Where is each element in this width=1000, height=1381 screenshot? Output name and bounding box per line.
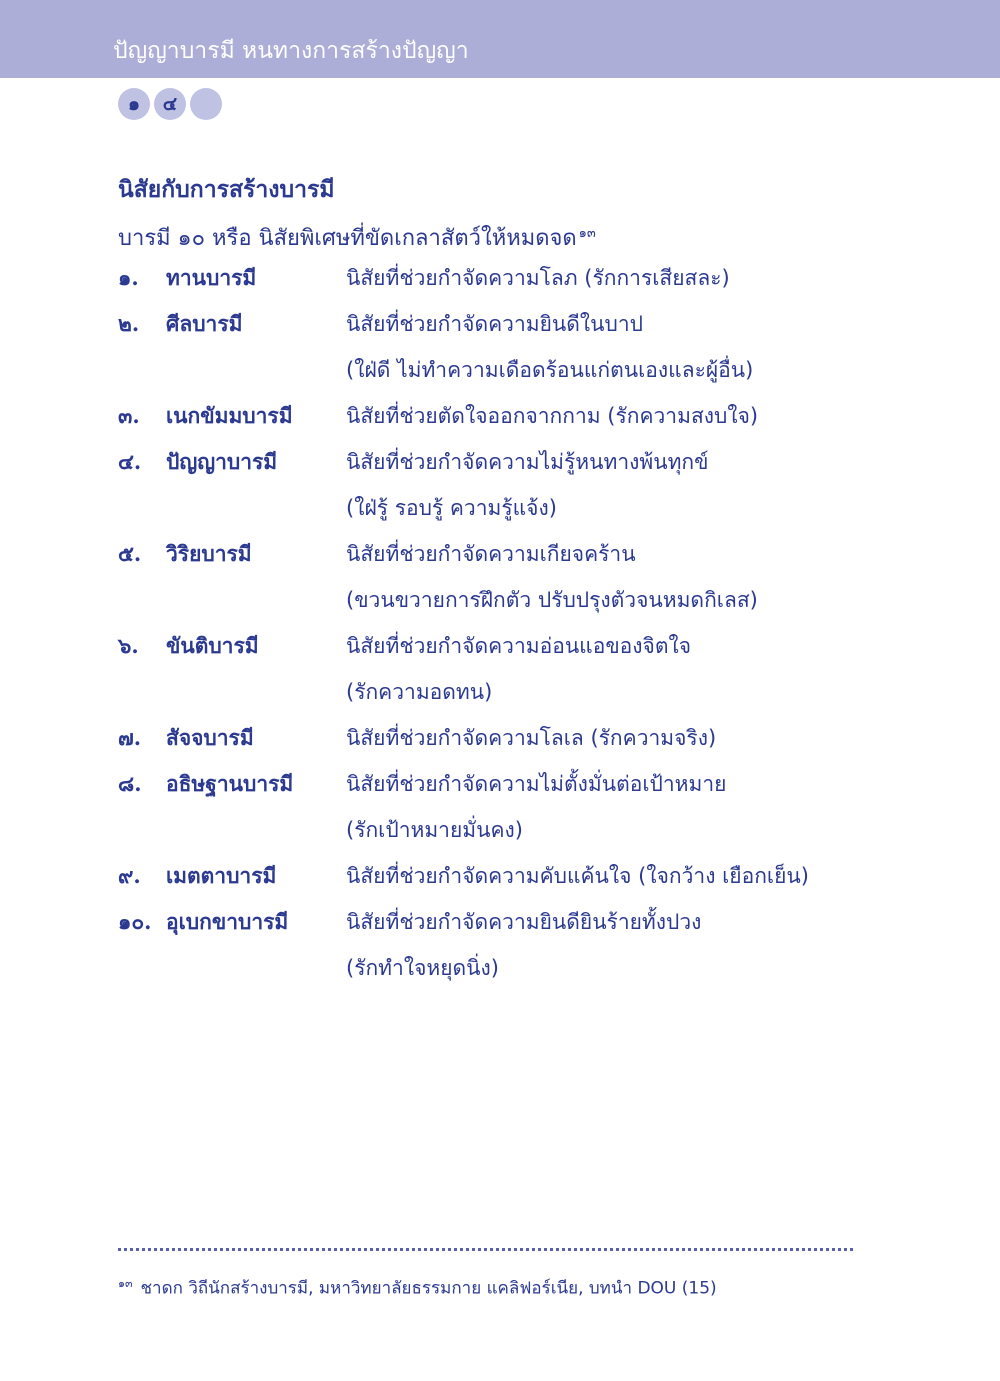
intro-text: บารมี ๑๐ หรือ นิสัยพิเศษที่ขัดเกลาสัตว์ให้หมดจด (118, 226, 577, 251)
footnote (118, 1274, 717, 1302)
page-number-digit-1: ๑ (118, 88, 150, 120)
parami-item (118, 446, 878, 538)
footnote-mark: ๑๓ (118, 1277, 133, 1290)
parami-number: ๗. (118, 725, 142, 750)
parami-number: ๘. (118, 771, 142, 796)
parami-description-continued: (รักความอดทน) (346, 680, 493, 704)
intro-line (118, 220, 596, 255)
parami-description-continued: (รักเป้าหมายมั่นคง) (346, 818, 523, 842)
parami-item (118, 630, 878, 722)
parami-name: วิริยบารมี (166, 541, 252, 566)
parami-item (118, 308, 878, 400)
parami-item (118, 860, 878, 906)
parami-number: ๑๐. (118, 909, 152, 934)
parami-description-continued: (รักทำใจหยุดนิ่ง) (346, 956, 499, 980)
parami-list (118, 262, 878, 998)
parami-number: ๒. (118, 311, 140, 336)
parami-name: สัจจบารมี (166, 725, 254, 750)
parami-number: ๑. (118, 265, 139, 290)
parami-item (118, 768, 878, 860)
parami-name: เนกขัมมบารมี (166, 403, 293, 428)
parami-name: เมตตาบารมี (166, 863, 277, 888)
parami-description: นิสัยที่ช่วยกำจัดความโลเล (รักความจริง) (346, 726, 717, 750)
parami-description: นิสัยที่ช่วยกำจัดความยินดีในบาป (346, 312, 643, 336)
parami-description: นิสัยที่ช่วยกำจัดความเกียจคร้าน (346, 542, 636, 566)
parami-name: อธิษฐานบารมี (166, 771, 294, 796)
parami-name: ปัญญาบารมี (166, 449, 278, 474)
parami-number: ๙. (118, 863, 141, 888)
footnote-text: ชาดก วิถีนักสร้างบารมี, มหาวิทยาลัยธรรมกาย แคลิฟอร์เนีย, บทนำ DOU (15) (140, 1278, 717, 1299)
parami-name: อุเบกขาบารมี (166, 909, 289, 934)
parami-number: ๓. (118, 403, 140, 428)
parami-description: นิสัยที่ช่วยกำจัดความอ่อนแอของจิตใจ (346, 634, 692, 658)
parami-item (118, 722, 878, 768)
parami-description: นิสัยที่ช่วยกำจัดความยินดียินร้ายทั้งปวง (346, 910, 702, 934)
parami-description: นิสัยที่ช่วยกำจัดความไม่รู้หนทางพ้นทุกข์ (346, 450, 709, 474)
footnote-divider (118, 1248, 853, 1251)
parami-item (118, 906, 878, 998)
parami-item (118, 262, 878, 308)
parami-number: ๔. (118, 449, 142, 474)
parami-description: นิสัยที่ช่วยตัดใจออกจากกาม (รักความสงบใจ) (346, 404, 759, 428)
parami-description: นิสัยที่ช่วยกำจัดความคับแค้นใจ (ใจกว้าง เยือกเย็น) (346, 864, 809, 888)
page-number-digit-2: ๔ (154, 88, 186, 120)
running-header-title: ปัญญาบารมี หนทางการสร้างปัญญา (113, 38, 469, 64)
parami-description-continued: (ใฝ่รู้ รอบรู้ ความรู้แจ้ง) (346, 496, 557, 520)
parami-name: ศีลบารมี (166, 311, 243, 336)
parami-item (118, 400, 878, 446)
parami-item (118, 538, 878, 630)
parami-description: นิสัยที่ช่วยกำจัดความไม่ตั้งมั่นต่อเป้าหมาย (346, 772, 727, 796)
section-title: นิสัยกับการสร้างบารมี (118, 176, 335, 203)
parami-description: นิสัยที่ช่วยกำจัดความโลภ (รักการเสียสละ) (346, 266, 730, 290)
parami-name: ขันติบารมี (166, 633, 259, 658)
intro-footnote-mark: ๑๓ (578, 225, 596, 241)
parami-description-continued: (ใฝ่ดี ไม่ทำความเดือดร้อนแก่ตนเองและผู้อื่น) (346, 358, 754, 382)
parami-name: ทานบารมี (166, 265, 257, 290)
header-band (0, 0, 1000, 78)
page-number-digit-3 (190, 88, 222, 120)
parami-description-continued: (ขวนขวายการฝึกตัว ปรับปรุงตัวจนหมดกิเลส) (346, 588, 758, 612)
parami-number: ๕. (118, 541, 142, 566)
parami-number: ๖. (118, 633, 139, 658)
